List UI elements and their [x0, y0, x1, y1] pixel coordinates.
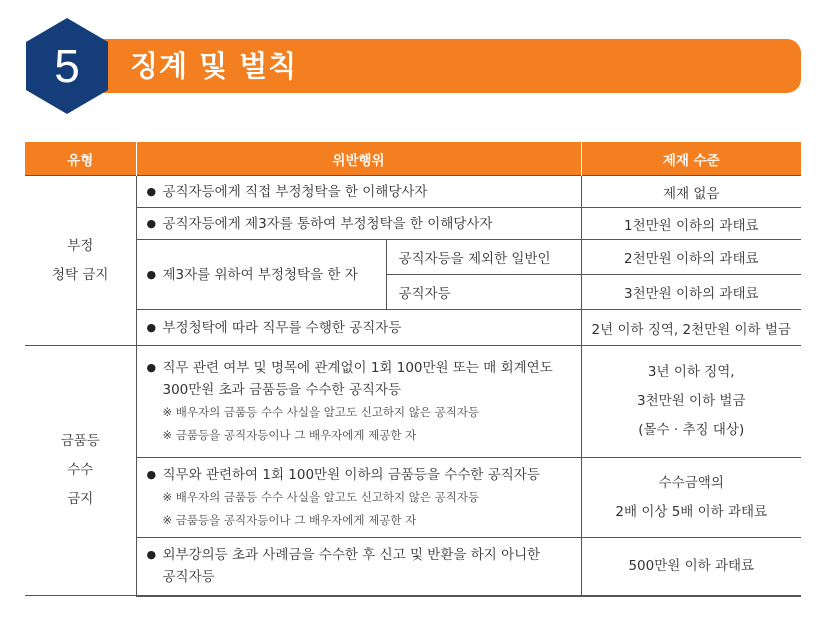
type-cell-gifts	[25, 346, 136, 596]
sanction-cell	[581, 538, 801, 596]
violation-text: 300만원 초과 금품등을 수수한 공직자등	[162, 381, 402, 398]
sanction-cell: 3천만원 이하의 과태료	[581, 275, 801, 310]
table-row	[25, 176, 801, 208]
type-line: 청탁 금지	[52, 266, 109, 283]
note-line	[147, 509, 573, 532]
note-symbol: ※	[162, 404, 173, 419]
violation-cell	[136, 538, 581, 596]
type-line: 수수	[67, 462, 94, 478]
violation-cell	[136, 310, 581, 346]
note-symbol: ※	[162, 489, 173, 504]
type-line: 금지	[67, 491, 94, 507]
table-header-row	[25, 142, 801, 176]
sanction-cell: 2천만원 이하의 과태료	[581, 240, 801, 275]
note-text: 배우자의 금품등 수수 사실을 알고도 신고하지 않은 공직자등	[175, 489, 480, 504]
target-cell: 공직자등	[386, 275, 581, 310]
table-row	[25, 346, 801, 458]
section-number: 5	[54, 40, 80, 92]
bullet-icon: ●	[146, 320, 157, 334]
type-line: 부정	[67, 237, 94, 254]
table-row	[25, 208, 801, 240]
sanction-line: 수수금액의	[658, 474, 724, 491]
violation-cell	[136, 240, 386, 310]
sanction-line: 3천만원 이하 벌금	[637, 393, 746, 409]
table-row	[25, 458, 801, 538]
table-row	[25, 240, 801, 275]
note-line	[147, 401, 573, 424]
violation-cell	[136, 458, 581, 538]
violation-text: 공직자등에게 직접 부정청탁을 한 이해당사자	[162, 183, 428, 200]
violation-text: 공직자등에게 제3자를 통하여 부정청탁을 한 이해당사자	[162, 215, 493, 232]
sanction-cell	[581, 346, 801, 458]
note-line	[147, 424, 573, 447]
sanction-line: 3년 이하 징역,	[647, 364, 735, 380]
note-text: 배우자의 금품등 수수 사실을 알고도 신고하지 않은 공직자등	[175, 404, 480, 419]
bullet-icon: ●	[146, 467, 157, 481]
target-cell: 공직자등을 제외한 일반인	[386, 240, 581, 275]
penalty-table	[25, 142, 801, 597]
violation-text: 제3자를 위하여 부정청탁을 한 자	[162, 266, 358, 283]
sanction-line: (몰수 · 추징 대상)	[638, 422, 745, 438]
sanction-cell: 2년 이하 징역, 2천만원 이하 벌금	[581, 310, 801, 346]
note-text: 금품등을 공직자등이나 그 배우자에게 제공한 자	[175, 427, 417, 442]
note-symbol: ※	[162, 427, 173, 442]
violation-cell	[136, 208, 581, 240]
bullet-icon: ●	[146, 360, 157, 374]
bullet-icon: ●	[146, 216, 157, 230]
table-row	[25, 538, 801, 596]
sanction-cell: 제재 없음	[581, 176, 801, 208]
note-line	[147, 486, 573, 509]
violation-text: 직무와 관련하여 1회 100만원 이하의 금품등을 수수한 공직자등	[162, 466, 540, 483]
violation-text: 외부강의등 초과 사례금을 수수한 후 신고 및 반환을 하지 아니한	[162, 547, 541, 564]
section-title: 징계 및 벌칙	[130, 49, 298, 83]
bullet-icon: ●	[146, 548, 157, 562]
header-violation: 위반행위	[136, 142, 581, 176]
violation-text: 직무 관련 여부 및 명목에 관계없이 1회 100만원 또는 매 회계연도	[162, 359, 553, 376]
bullet-icon: ●	[146, 267, 157, 281]
violation-cell	[136, 176, 581, 208]
violation-text: 공직자등	[162, 569, 215, 586]
violation-cell	[136, 346, 581, 458]
violation-text: 부정청탁에 따라 직무를 수행한 공직자등	[162, 319, 402, 336]
type-cell-solicitation	[25, 176, 136, 346]
sanction-line: 500만원 이하 과태료	[628, 557, 755, 574]
header-type: 유형	[25, 142, 136, 176]
note-text: 금품등을 공직자등이나 그 배우자에게 제공한 자	[175, 512, 417, 527]
sanction-line: 2배 이상 5배 이하 과태료	[615, 503, 768, 520]
header-sanction: 제재 수준	[581, 142, 801, 176]
sanction-cell: 1천만원 이하의 과태료	[581, 208, 801, 240]
sanction-cell	[581, 458, 801, 538]
type-line: 금품등	[60, 433, 100, 449]
note-symbol: ※	[162, 512, 173, 527]
table-row	[25, 310, 801, 346]
bullet-icon: ●	[146, 184, 157, 198]
